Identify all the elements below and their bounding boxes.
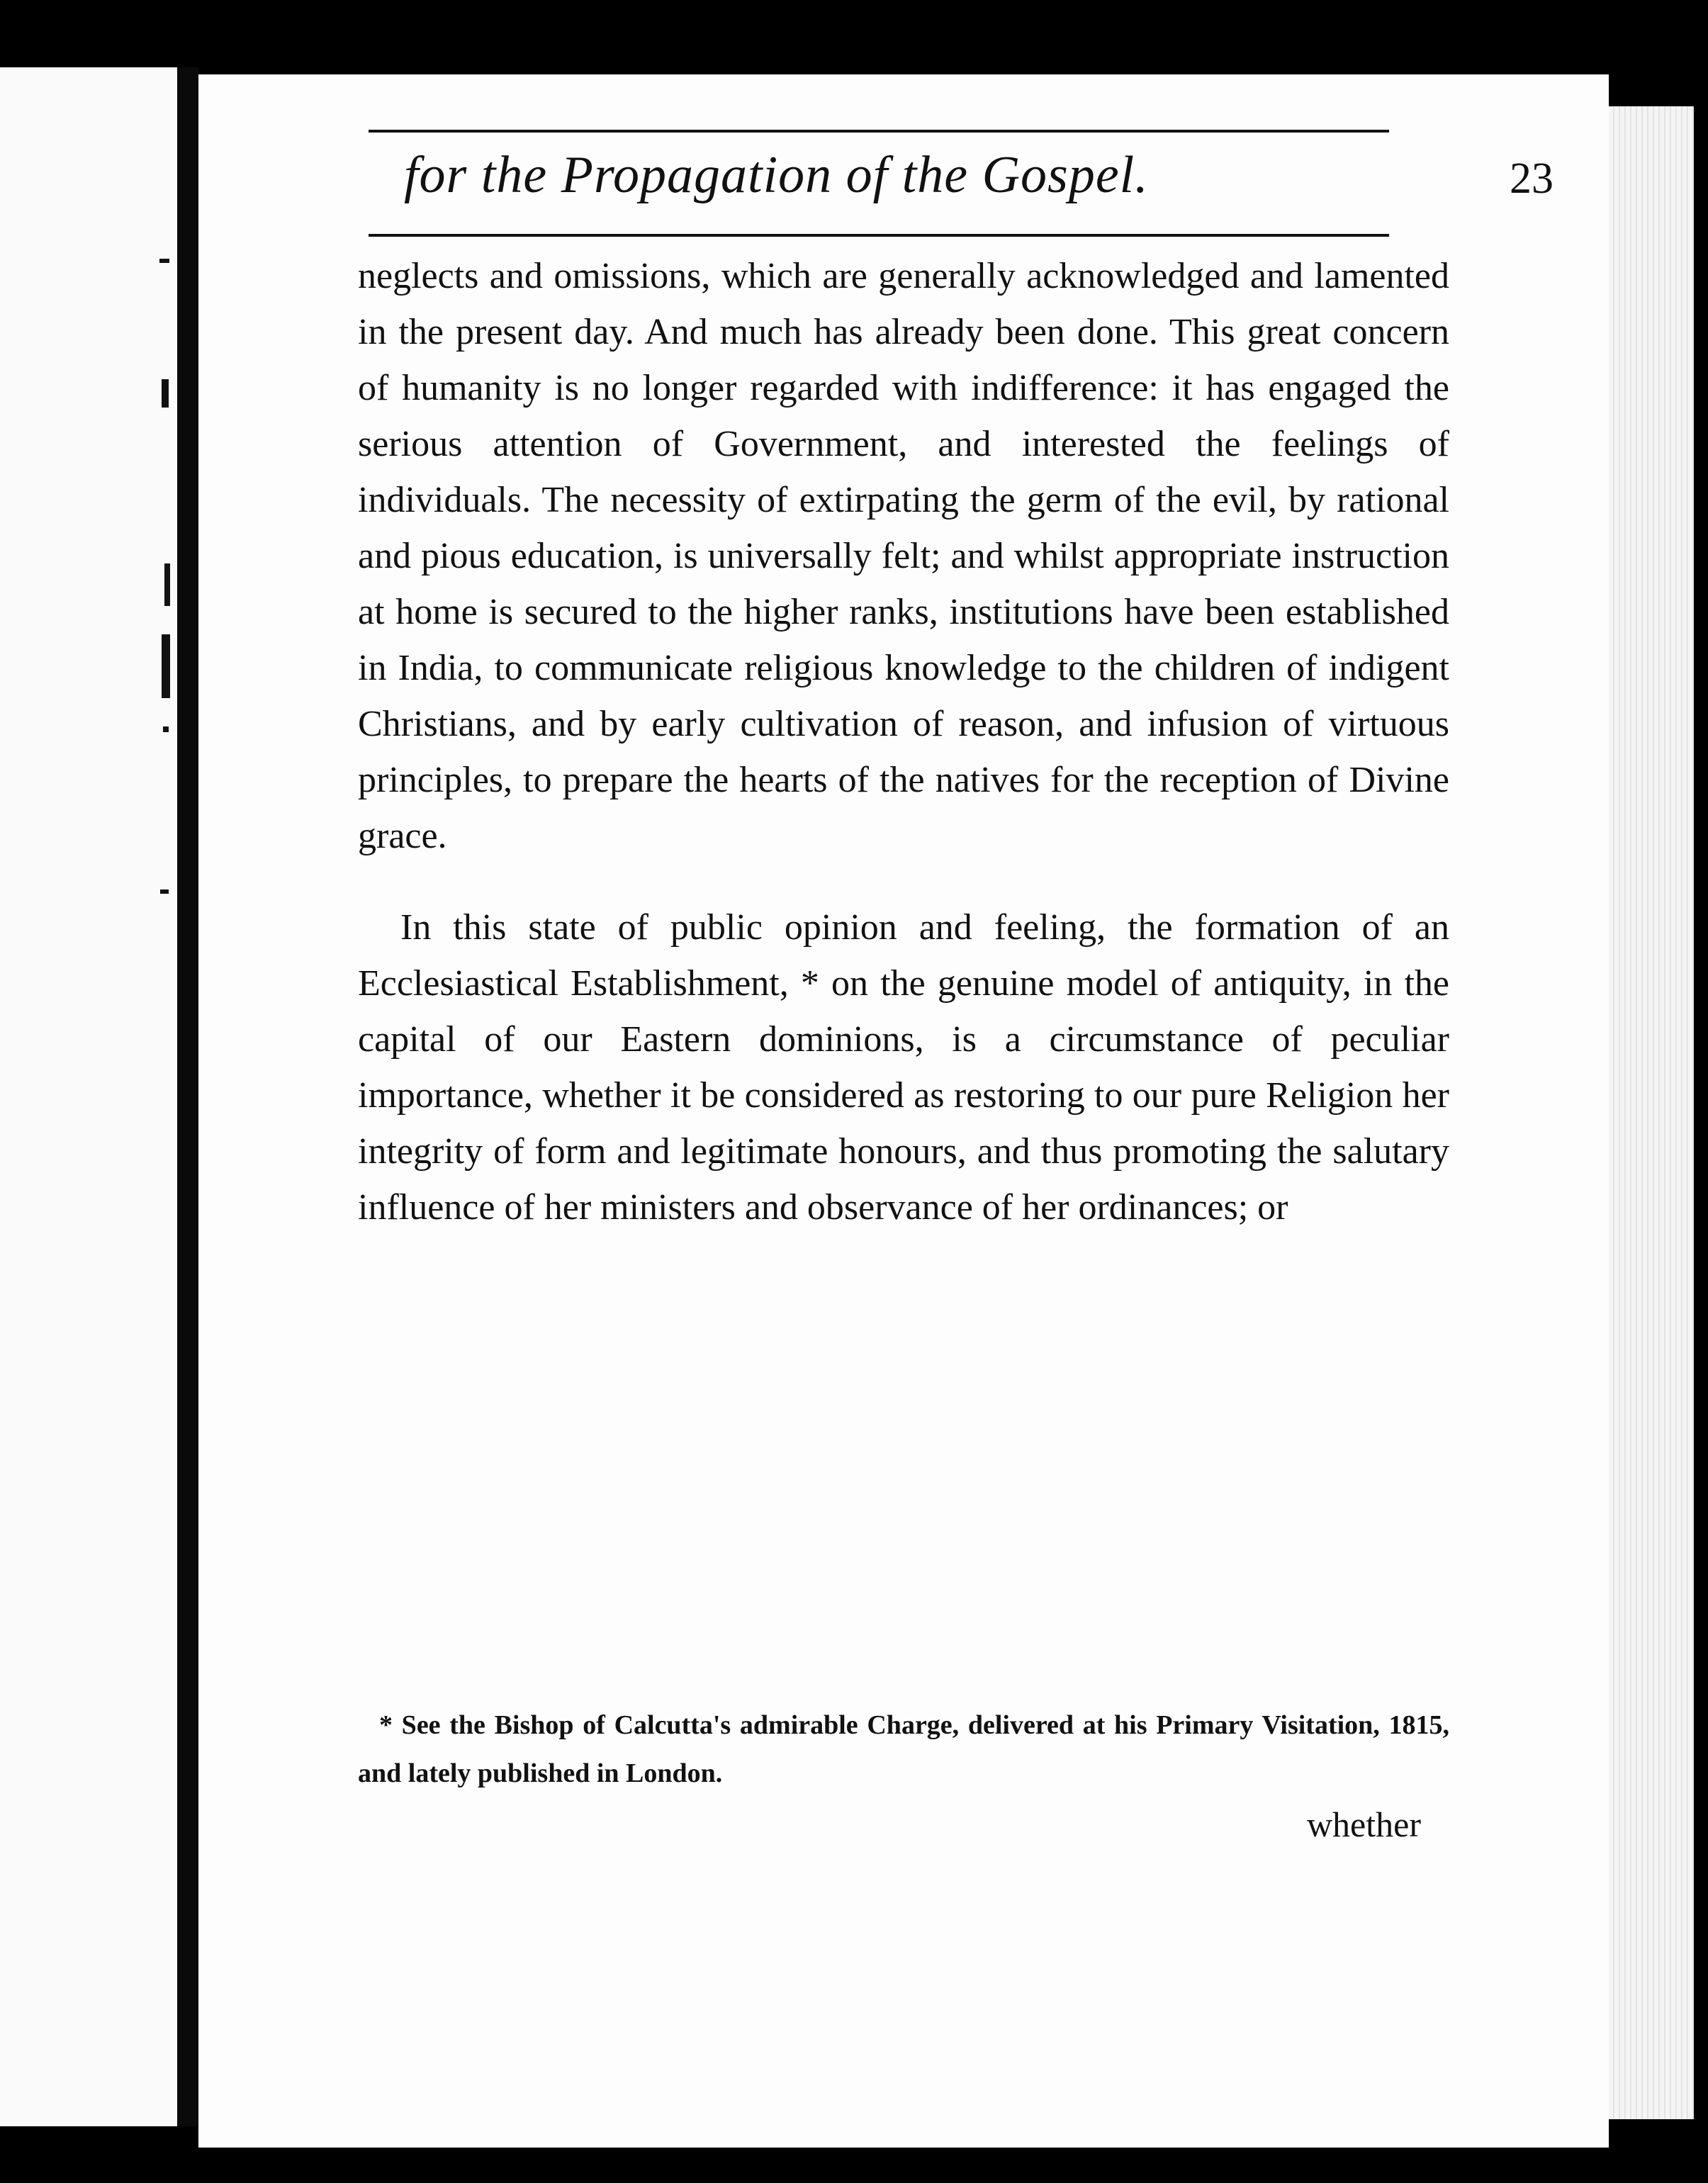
page-number: 23	[1510, 155, 1554, 203]
page-edge-stack	[1609, 106, 1694, 2119]
paragraph: In this state of public opinion and feeling, the formation of an Ecclesiastical Establishment, * on the genuine model of antiquity, in the capital of our Eastern dominions, is a circumstance of peculiar importance, whether it be considered as restoring to our pure Religion her integrity of form and legitimate honours, and thus promoting the salutary influence of her ministers and observance of her ordinances; or	[358, 907, 1449, 1228]
header-rule-top	[369, 130, 1389, 133]
body-text	[358, 248, 1449, 1235]
paragraph: neglects and omissions, which are generally acknowledged and lamented in the present day. And much has already been done. This great concern of humanity is no longer regarded with indifference: it has engaged the serious attention of Government, and interested the feelings of individuals. The necessity of extirpating the germ of the evil, by rational and pious education, is universally felt; and whilst appropriate instruction at home is secured to the higher ranks, institutions have been established in India, to communicate religious knowledge to the children of indigent Christians, and by early cultivation of reason, and infusion of virtuous principles, to prepare the hearts of the natives for the reception of Divine grace.	[358, 256, 1449, 856]
catchword: whether	[1306, 1805, 1421, 1844]
page-header	[404, 145, 1554, 230]
book-page	[198, 74, 1609, 2148]
running-title: for the Propagation of the Gospel.	[404, 146, 1149, 204]
footnote: * See the Bishop of Calcutta's admirable Charge, delivered at his Primary Visitation, 1815, and lately published in London.	[358, 1710, 1449, 1788]
header-rule-bottom	[369, 234, 1389, 237]
facing-page-edge	[0, 67, 177, 2126]
book-gutter	[177, 67, 198, 2126]
